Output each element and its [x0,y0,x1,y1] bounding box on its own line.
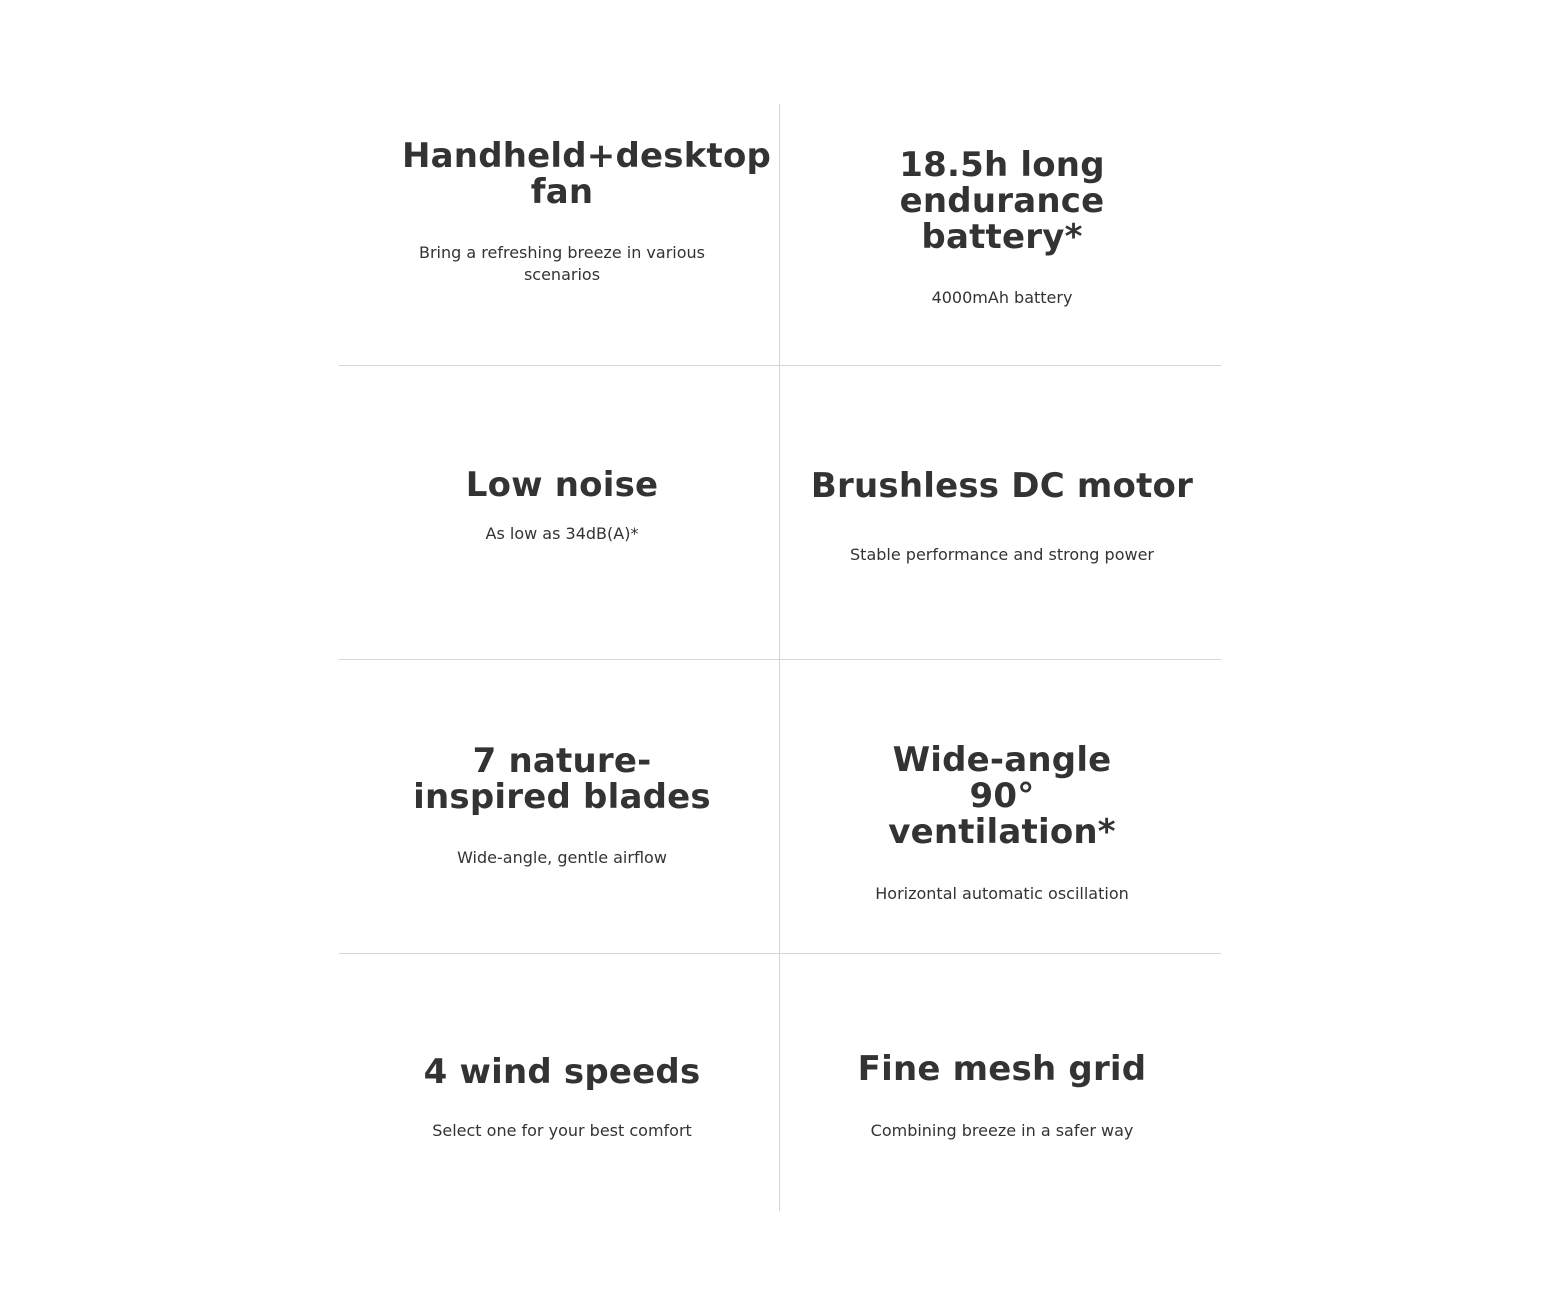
feature-description: 4000mAh battery [931,288,1073,307]
feature-cell-mesh-grid [802,1051,1202,1142]
feature-title: Fine mesh grid [857,1049,1147,1089]
feature-cell-wind-speeds [362,1054,762,1142]
feature-title: 7 nature-inspired blades [413,741,711,817]
feature-cell-ventilation [802,742,1202,905]
feature-title: 4 wind speeds [423,1052,701,1092]
feature-cell-blades [362,743,762,869]
feature-description: Wide-angle, gentle airflow [457,848,667,867]
feature-description: Stable performance and strong power [850,545,1154,564]
grid-horizontal-divider [339,953,1221,954]
feature-description: Select one for your best comfort [432,1121,692,1140]
feature-title: 18.5h long endurance battery* [899,145,1105,257]
grid-horizontal-divider [339,659,1221,660]
feature-description: Horizontal automatic oscillation [875,884,1129,903]
feature-cell-handheld-desktop [362,136,772,286]
feature-cell-motor [802,468,1202,566]
feature-title: Handheld+desktop fan [402,136,772,212]
feature-description: Bring a refreshing breeze in various scenarios [419,243,705,284]
grid-vertical-divider [779,104,780,1211]
feature-title: Low noise [465,465,659,505]
feature-title: Brushless DC motor [810,466,1194,506]
grid-horizontal-divider [339,365,1221,366]
feature-cell-battery [802,147,1202,309]
feature-cell-low-noise [362,467,762,545]
feature-description: Combining breeze in a safer way [870,1121,1134,1140]
feature-description: As low as 34dB(A)* [485,524,639,543]
feature-title: Wide-angle 90° ventilation* [888,740,1116,852]
